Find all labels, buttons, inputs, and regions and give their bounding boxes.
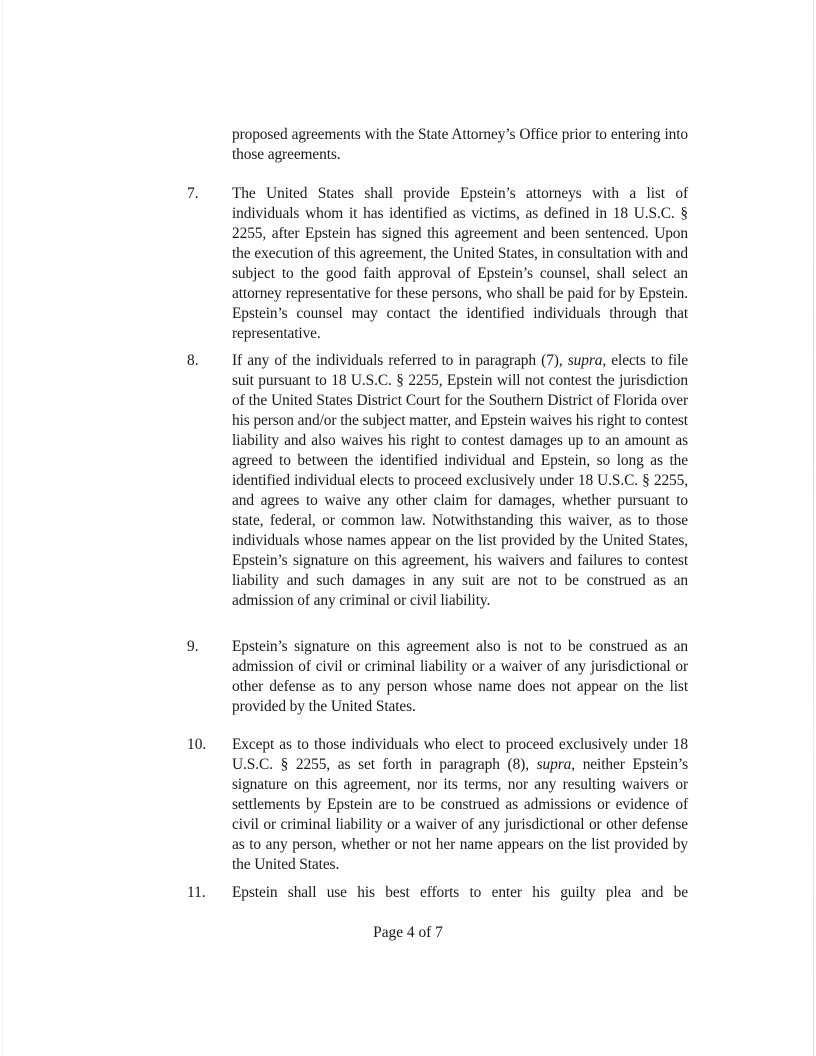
scan-edge-left (2, 0, 3, 1056)
page-footer (0, 923, 816, 943)
paragraph-8-text (232, 351, 688, 611)
paragraph-10-text (232, 735, 688, 875)
paragraph-8-citation-supra: supra (567, 352, 603, 369)
paragraph-number-8: 8. (187, 352, 199, 369)
page-number-label: Page 4 of 7 (373, 924, 443, 941)
paragraph-8-text-part1: If any of the individuals referred to in paragraph (7), (232, 352, 568, 369)
paragraph-7-text: The United States shall provide Epstein’s attorneys with a list of individuals whom it has identified as victims, as defined in 18 U.S.C. § 2255, after Epstein has signed this agreement and been sentenced. Upon the execution of this agreement, the United States, in consultation with and subject to the good faith approval of Epstein’s counsel, shall select an attorney representative for these persons, who shall be paid for by Epstein. Epstein’s counsel may contact the identified individuals through that representative. (232, 185, 688, 342)
paragraph-10-text-part1: Except as to those individuals who elect to proceed exclusively under 18 U.S.C. § 2255, as set forth in paragraph (8), (232, 736, 688, 773)
paragraph-number-7: 7. (187, 185, 199, 202)
paragraph-10-text-part2: , neither Epstein’s signature on this agreement, nor its terms, nor any resulting waivers or settlements by Epstein are to be construed as admissions or evidence of civil or criminal liability or a waiver of any jurisdictional or other defense as to any person, whether or not her name appears on the list provided by the United States. (232, 756, 688, 873)
paragraph-number-9: 9. (187, 638, 199, 655)
scan-edge-right (813, 0, 814, 1056)
paragraph-number-10: 10. (187, 736, 207, 753)
paragraph-8-text-part2: , elects to file suit pursuant to 18 U.S.C. § 2255, Epstein will not contest the jurisdiction of the United States District Court for the Southern District of Florida over his person and/or the subject matter, and Epstein waives his right to contest liability and also waives his right to contest damages up to an amount as agreed to between the identified individual and Epstein, so long as the identified individual elects to proceed exclusively under 18 U.S.C. § 2255, and agrees to waive any other claim for damages, whether pursuant to state, federal, or common law. Notwithstanding this waiver, as to those individuals whose names appear on the list provided by the United States, Epstein’s signature on this agreement, his waivers and failures to contest liability and such damages in any suit are not to be construed as an admission of any criminal or civil liability. (232, 352, 688, 609)
paragraph-9-text: Epstein’s signature on this agreement also is not to be construed as an admission of civil or criminal liability or a waiver of any jurisdictional or other defense as to any person whose name does not appear on the list provided by the United States. (232, 638, 688, 715)
paragraph-11-text: Epstein shall use his best efforts to enter his guilty plea and be (232, 884, 688, 901)
paragraph-number-11: 11. (187, 884, 206, 901)
paragraph-10-citation-supra: supra (536, 756, 572, 773)
continuation-paragraph: proposed agreements with the State Attorney’s Office prior to entering into those agreements. (232, 126, 688, 163)
